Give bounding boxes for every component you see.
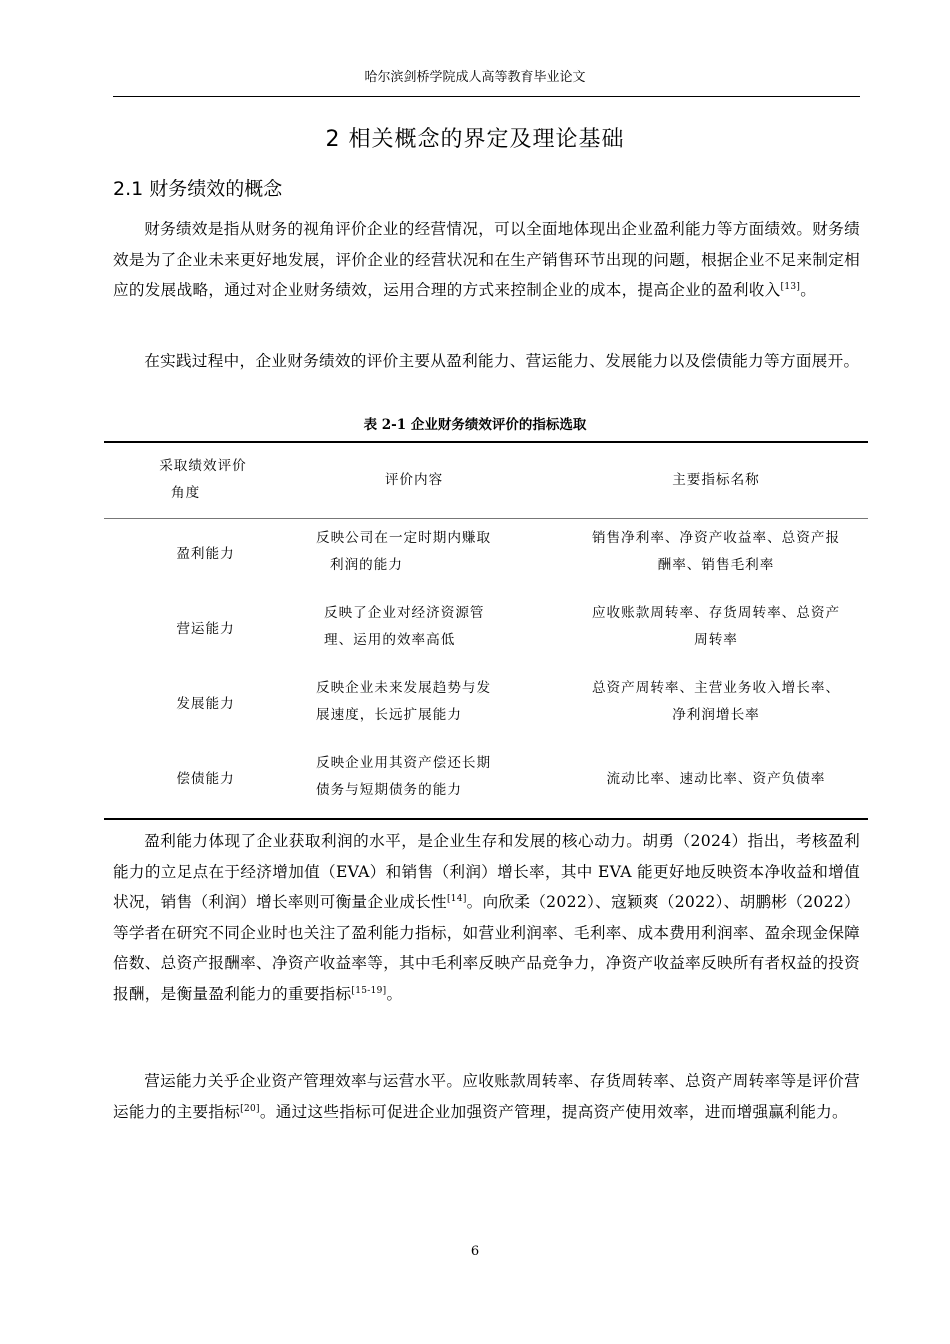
table-row-content: 反映企业未来发展趋势与发 展速度，长远扩展能力 [316, 680, 492, 723]
page-header: 哈尔滨剑桥学院成人高等教育毕业论文 [364, 70, 586, 85]
table-row-content: 反映公司在一定时期内赚取 利润的能力 [316, 530, 492, 573]
section-title: 2.1 财务绩效的概念 [113, 178, 283, 200]
table-row-angle: 营运能力 [176, 621, 235, 637]
paragraph-4: 营运能力关乎企业资产管理效率与运营水平。应收账款周转率、存货周转率、总资产周转率等是评价营运能力的主要指标[20]。通过这些指标可促进企业加强资产管理，提高资产使用效率，进而增强赢利能力。 [113, 1072, 860, 1121]
table-row-content: 反映了企业对经济资源管 理、运用的效率高低 [324, 605, 485, 648]
table-row-indicators: 应收账款周转率、存货周转率、总资产 周转率 [591, 605, 841, 648]
table-header-indicators: 主要指标名称 [672, 472, 760, 488]
citation: [20] [240, 1103, 260, 1114]
table-header-content: 评价内容 [384, 472, 444, 488]
table-caption: 表 2-1 企业财务绩效评价的指标选取 [363, 417, 587, 433]
table-row-angle: 盈利能力 [176, 546, 235, 562]
table-row-angle: 偿债能力 [176, 771, 235, 787]
header-rule [113, 96, 860, 97]
paragraph-2 [113, 346, 860, 377]
table-top-rule [104, 441, 868, 443]
table-row-angle: 发展能力 [176, 696, 235, 712]
paragraph-4-text: 营运能力关乎企业资产管理效率与运营水平。应收账款周转率、存货周转率、总资产周转率等是评价营运能力的主要指标 [113, 1072, 860, 1121]
table-row-indicators: 总资产周转率、主营业务收入增长率、 净利润增长率 [591, 680, 841, 723]
citation: [15-19] [351, 985, 387, 996]
table-row-indicators: 流动比率、速动比率、资产负债率 [606, 771, 826, 787]
citation: [13] [780, 281, 801, 292]
table-bottom-rule [104, 818, 868, 820]
page-number: 6 [470, 1244, 480, 1259]
table-row-indicators: 销售净利率、净资产收益率、总资产报 酬率、销售毛利率 [591, 530, 841, 573]
table-header-rule [104, 518, 868, 519]
citation: [14] [446, 893, 467, 904]
paragraph-3-text: 盈利能力体现了企业获取利润的水平，是企业生存和发展的核心动力。胡勇（2024）指出，考核盈利能力的立足点在于经济增加值（EVA）和销售（利润）增长率，其中 EVA 能更好地反映资本净收益和增值状况，销售（利润）增长率则可衡量企业成长性 [113, 832, 860, 911]
paragraph-3-text: 。向欣柔（2022）、寇颖爽（2022）、胡鹏彬（2022）等学者在研究不同企业时也关注了盈利能力指标，如营业利润率、毛利率、成本费用利润率、盈余现金保障倍数、总资产报酬率、净资产收益率等，其中毛利率反映产品竞争力，净资产收益率反映所有者权益的投资报酬，是衡量盈利能力的重要指标 [113, 893, 861, 1003]
paragraph-3: 盈利能力体现了企业获取利润的水平，是企业生存和发展的核心动力。胡勇（2024）指出，考核盈利能力的立足点在于经济增加值（EVA）和销售（利润）增长率，其中 EVA 能更好地反映资本净收益和增值状况，销售（利润）增长率则可衡量企业成长性[14]。向欣柔（2022）、寇颖爽（2022）、胡鹏彬（2022）等学者在研究不同企业时也关注了盈利能力指标，如营业利润率、毛利率、成本费用利润率、盈余现金保障倍数、总资产报酬率、净资产收益率等，其中毛利率反映产品竞争力，净资产收益率反映所有者权益的投资报酬，是衡量盈利能力的重要指标[15-19]。 [113, 832, 861, 1003]
table-row-content: 反映企业用其资产偿还长期 债务与短期债务的能力 [316, 755, 492, 798]
paragraph-1: 财务绩效是指从财务的视角评价企业的经营情况，可以全面地体现出企业盈利能力等方面绩效。财务绩效是为了企业未来更好地发展，评价企业的经营状况和在生产销售环节出现的问题，根据企业不足来制定相应的发展战略，通过对企业财务绩效，运用合理的方式来控制企业的成本，提高企业的盈利收入[13]。 [113, 220, 861, 299]
table-header-angle: 采取绩效评价 角度 [159, 458, 247, 501]
chapter-title: 2 相关概念的界定及理论基础 [325, 127, 625, 152]
paragraph-2-text: 在实践过程中，企业财务绩效的评价主要从盈利能力、营运能力、发展能力以及偿债能力等方面展开。 [144, 352, 860, 370]
paragraph-1-text: 财务绩效是指从财务的视角评价企业的经营情况，可以全面地体现出企业盈利能力等方面绩效。财务绩效是为了企业未来更好地发展，评价企业的经营状况和在生产销售环节出现的问题，根据企业不足来制定相应的发展战略，通过对企业财务绩效，运用合理的方式来控制企业的成本，提高企业的盈利收入 [113, 220, 861, 299]
